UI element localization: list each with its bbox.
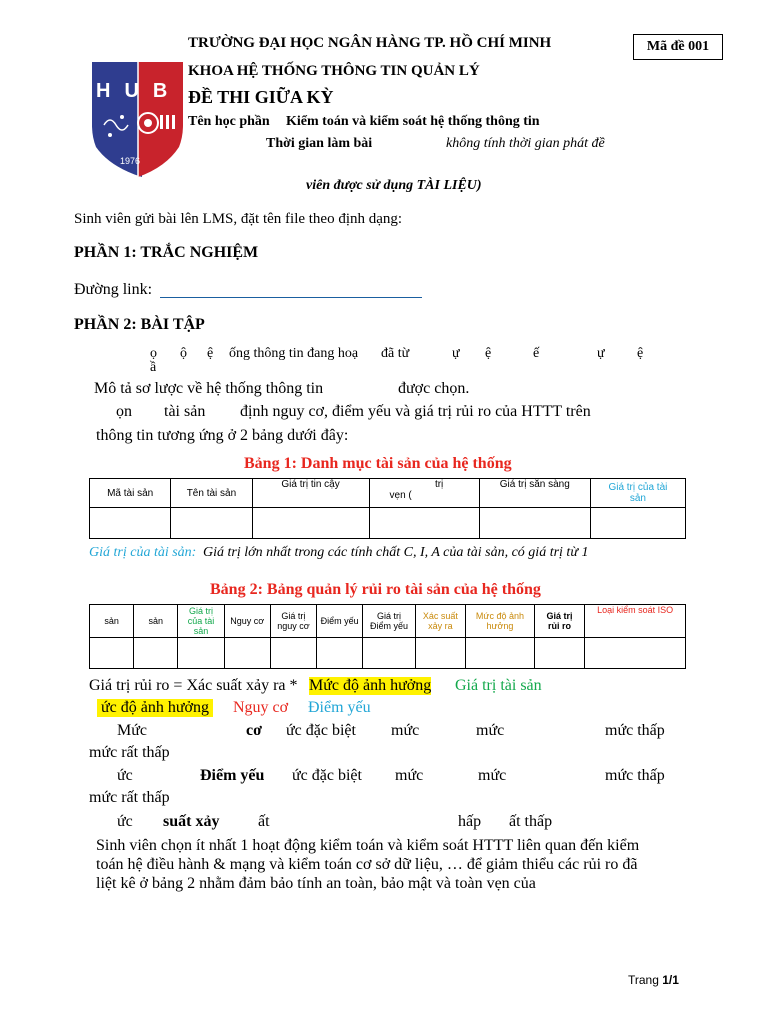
t2-cell[interactable] (415, 638, 465, 669)
time-note: không tính thời gian phát đề (446, 136, 605, 151)
t1-cell[interactable] (369, 508, 479, 539)
t2-cell[interactable] (270, 638, 316, 669)
page-footer (628, 973, 679, 987)
t2-cell[interactable] (178, 638, 224, 669)
s1-f: mức thấp (605, 722, 665, 739)
s1-b: cơ (246, 722, 262, 739)
t2-cell[interactable] (363, 638, 415, 669)
part2-title: PHẦN 2: BÀI TẬP (74, 316, 205, 333)
link-label: Đường link: (74, 281, 153, 298)
p2-l3b: tài sản (164, 403, 206, 420)
t1-h-tincay: Giá trị tin cậy (252, 479, 369, 508)
legend-impact: ức độ ảnh hưởng (97, 699, 213, 717)
risk-table (89, 604, 686, 669)
s1-g: mức rất thấp (89, 744, 170, 761)
closing-line-3: liệt kê ở bảng 2 nhằm đảm bảo tính an toàn, bảo mật và toàn vẹn của (96, 875, 536, 892)
table1-title: Bảng 1: Danh mục tài sản của hệ thống (244, 455, 512, 472)
p2-l1a: ọ (150, 346, 157, 361)
course-label: Tên học phần (188, 114, 270, 129)
t2-cell[interactable] (317, 638, 363, 669)
logo-year: 1976 (120, 156, 141, 166)
s3-e: ất thấp (509, 813, 553, 830)
exam-code-box: Mã đề 001 (633, 34, 723, 60)
p2-l2b: được chọn. (398, 380, 470, 397)
p2-l1h: ế (533, 346, 540, 361)
footer-label: Trang (628, 973, 659, 987)
t1-cell[interactable] (479, 508, 590, 539)
formula-impact: Mức độ ảnh hưởng (309, 677, 432, 694)
t2-cell[interactable] (585, 638, 686, 669)
p2-l3a: ọn (116, 403, 132, 420)
t1-h-toanven: trị vẹn ( (369, 479, 479, 508)
t1-h-giatri: Giá trị của tài sản (590, 479, 685, 508)
s2-a: ức (117, 767, 133, 784)
t2-cell[interactable] (224, 638, 270, 669)
t1-h-ma: Mã tài sản (90, 479, 171, 508)
materials-note: viên được sử dụng TÀI LIỆU) (306, 178, 482, 193)
t2-h-11: Loại kiểm soát ISO (585, 605, 686, 638)
s2-d: mức (395, 767, 424, 784)
t1-cell[interactable] (252, 508, 369, 539)
t2-h-4: Nguy cơ (224, 605, 270, 638)
legend-threat: Nguy cơ (233, 699, 289, 716)
t1-cell[interactable] (171, 508, 252, 539)
t2-cell[interactable] (90, 638, 134, 669)
p2-l1i: ự (597, 346, 605, 361)
t1-cell[interactable] (90, 508, 171, 539)
s3-d: hấp (458, 813, 482, 830)
formula-asset: Giá trị tài sản (455, 677, 542, 694)
s1-a: Mức (117, 722, 147, 739)
s3-a: ức (117, 813, 133, 830)
t2-h-2: sản (134, 605, 178, 638)
time-label: Thời gian làm bài (266, 136, 373, 151)
p2-l1c: ệ (207, 346, 214, 361)
exam-title: ĐỀ THI GIỮA KỲ (188, 87, 334, 107)
part1-title: PHẦN 1: TRẮC NGHIỆM (74, 244, 259, 261)
p2-l1g: ệ (485, 346, 492, 361)
t2-h-10: Giá trị rủi ro (534, 605, 584, 638)
s1-d: mức (391, 722, 420, 739)
risk-formula: Giá trị rủi ro = Xác suất xảy ra * (89, 677, 298, 694)
s1-c: ức đặc biệt (286, 722, 356, 739)
intro-text: Sinh viên gửi bài lên LMS, đặt tên file theo định dạng: (74, 211, 403, 227)
s2-g: mức rất thấp (89, 789, 170, 806)
t1-cell[interactable] (590, 508, 685, 539)
t2-cell[interactable] (466, 638, 535, 669)
t2-h-5: Giá trị nguy cơ (270, 605, 316, 638)
p2-l1e: đã từ (381, 346, 410, 361)
university-logo (90, 55, 185, 188)
asset-value-note-text: Giá trị lớn nhất trong các tính chất C, I, A của tài sản, có giá trị từ 1 (203, 545, 589, 560)
t1-h-ten: Tên tài sản (171, 479, 252, 508)
t2-cell[interactable] (134, 638, 178, 669)
t2-cell[interactable] (534, 638, 584, 669)
table2-title: Bảng 2: Bảng quản lý rủi ro tài sản của hệ thống (210, 581, 541, 598)
p2-l2a: Mô tả sơ lược về hệ thống thông tin (94, 380, 324, 397)
faculty-name: KHOA HỆ THỐNG THÔNG TIN QUẢN LÝ (188, 63, 480, 79)
p2-l1k: ầ (150, 360, 157, 375)
legend-weakness: Điểm yếu (308, 699, 371, 716)
t2-h-1: sản (90, 605, 134, 638)
p2-l1b: ộ (180, 346, 187, 361)
asset-value-note-label: Giá trị của tài sản: (89, 545, 197, 560)
t2-h-8: Xác suất xảy ra (415, 605, 465, 638)
footer-page: 1/1 (662, 973, 679, 987)
p2-l1d: ống thông tin đang hoạ (229, 346, 359, 361)
t2-h-3: Giá trị của tài sản (178, 605, 224, 638)
course-name: Kiểm toán và kiểm soát hệ thống thông tin (286, 114, 540, 129)
t2-h-7: Giá trị Điểm yếu (363, 605, 415, 638)
s2-c: ức đặc biệt (292, 767, 362, 784)
closing-line-2: toán hệ điều hành & mạng và kiểm toán cơ sở dữ liệu, … để giảm thiểu các rủi ro đã (96, 856, 638, 873)
s2-e: mức (478, 767, 507, 784)
logo-letters: HUB (96, 80, 182, 102)
s3-b: suất xảy (163, 813, 220, 830)
t1-h-sansang: Giá trị sẵn sàng (479, 479, 590, 508)
closing-line-1: Sinh viên chọn ít nhất 1 hoạt động kiểm toán và kiểm soát HTTT liên quan đến kiểm (96, 837, 640, 854)
asset-table (89, 478, 686, 539)
link-input-line[interactable] (160, 297, 422, 298)
p2-l4: thông tin tương ứng ở 2 bảng dưới đây: (96, 427, 349, 444)
s1-e: mức (476, 722, 505, 739)
p2-l1f: ự (452, 346, 460, 361)
t2-h-6: Điểm yếu (317, 605, 363, 638)
t2-h-9: Mức độ ảnh hưởng (466, 605, 535, 638)
p2-l1j: ệ (637, 346, 644, 361)
s3-c: ất (258, 813, 270, 830)
university-name: TRƯỜNG ĐẠI HỌC NGÂN HÀNG TP. HỒ CHÍ MINH (188, 35, 552, 51)
s2-f: mức thấp (605, 767, 665, 784)
p2-l3c: định nguy cơ, điểm yếu và giá trị rủi ro của HTTT trên (240, 403, 591, 420)
s2-b: Điểm yếu (200, 767, 265, 784)
